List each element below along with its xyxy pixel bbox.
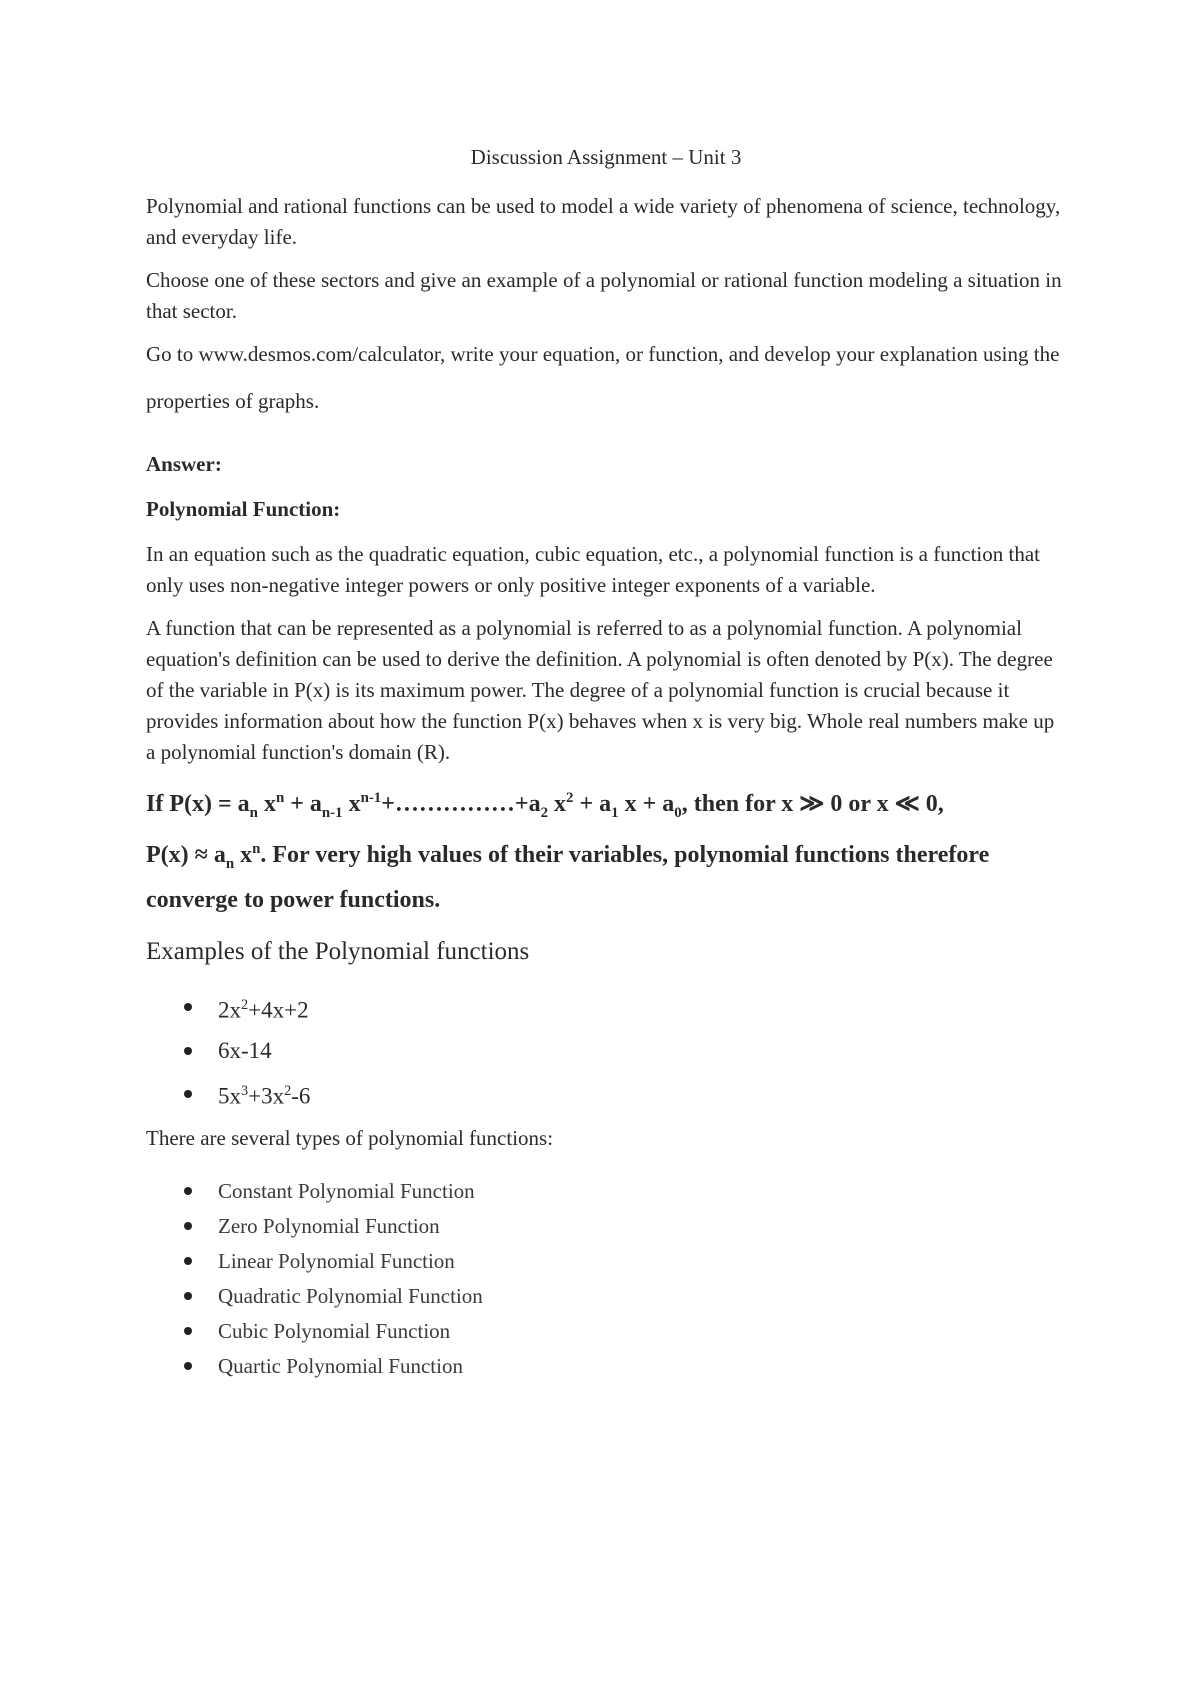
section-heading: Polynomial Function:: [146, 497, 341, 521]
body-paragraph-1: In an equation such as the quadratic equation, cubic equation, etc., a polynomial function is a function that only uses non-negative integer powers or only positive integer exponents of a variable.: [146, 542, 1040, 597]
bullet-icon: [184, 1362, 192, 1370]
bullet-icon: [184, 1257, 192, 1265]
bullet-icon: [184, 1292, 192, 1300]
document-content: [146, 142, 1066, 1384]
polynomial-formula: If $P(x) = a_n$ $x^n + a_{n-1}$ $x^{n-1}+\dots\dots\dots\dots\dots+a_2$ $x^2 + a_1$ $x + a_0$, then for x ≫ 0 or x ≪ 0, $P(x) \approx a_n$ $x^n$. For very high values of their variables, polynomial functions therefore converge to power functions.: [146, 790, 990, 913]
list-item: Zero Polynomial Function: [146, 1209, 1066, 1244]
types-intro: There are several types of polynomial functions:: [146, 1125, 554, 1150]
examples-heading: Examples of the Polynomial functions: [146, 937, 530, 965]
prompt-paragraph-2: Choose one of these sectors and give an example of a polynomial or rational function modeling a situation in that sector.: [146, 268, 1062, 323]
page-title: Discussion Assignment – Unit 3: [470, 145, 742, 169]
list-item: $5x^3+3x^2-6$: [146, 1071, 1066, 1117]
bullet-icon: [184, 1047, 192, 1055]
prompt-paragraph-3: Go to www.desmos.com/calculator, write your equation, or function, and develop your explanation using the properties of graphs.: [146, 342, 1060, 413]
prompt-paragraph-1: Polynomial and rational functions can be used to model a wide variety of phenomena of science, technology, and everyday life.: [146, 194, 1061, 249]
list-item: 6x-14: [146, 1030, 1066, 1071]
bullet-icon: [184, 1327, 192, 1335]
bullet-icon: [184, 1090, 192, 1098]
bullet-icon: [184, 1187, 192, 1195]
list-item: $2x^2+4x+2$: [146, 985, 1066, 1031]
examples-list: [146, 985, 1066, 1117]
list-item: Constant Polynomial Function: [146, 1174, 1066, 1209]
list-item: Quadratic Polynomial Function: [146, 1279, 1066, 1314]
answer-label: Answer:: [146, 452, 222, 476]
bullet-icon: [184, 1003, 192, 1011]
list-item: Quartic Polynomial Function: [146, 1349, 1066, 1384]
list-item: Linear Polynomial Function: [146, 1244, 1066, 1279]
body-paragraph-2: A function that can be represented as a polynomial is referred to as a polynomial function. A polynomial equation's definition can be used to derive the definition. A polynomial is often denoted by P(x). The degree of the variable in P(x) is its maximum power. The degree of a polynomial function is crucial because it provides information about how the function P(x) behaves when x is very big. Whole real numbers make up a polynomial function's domain (R).: [146, 616, 1055, 764]
bullet-icon: [184, 1222, 192, 1230]
list-item: Cubic Polynomial Function: [146, 1314, 1066, 1349]
types-list: [146, 1174, 1066, 1384]
